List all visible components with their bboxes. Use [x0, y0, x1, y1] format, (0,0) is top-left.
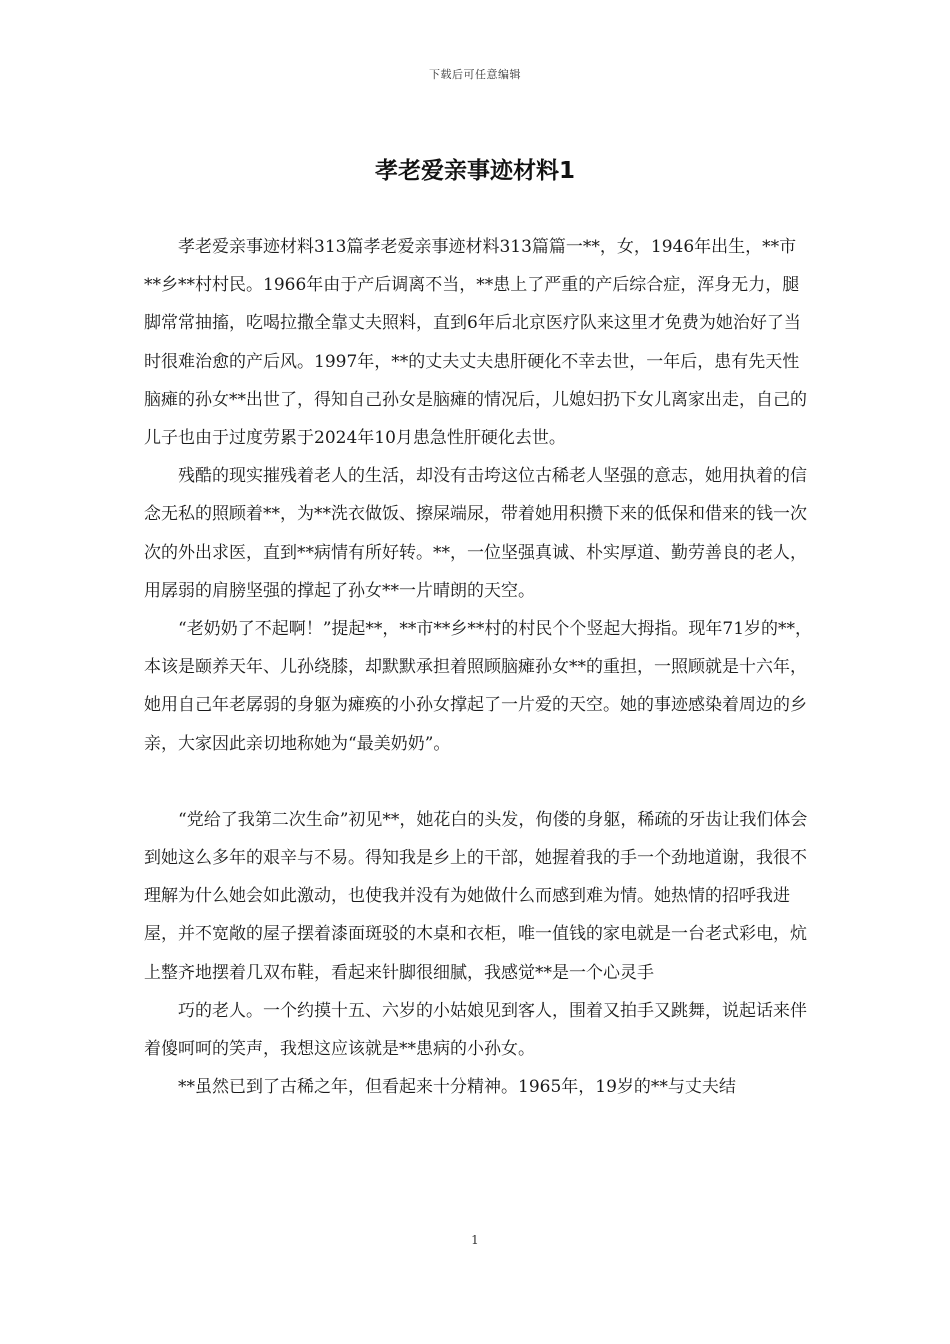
paragraph-1: 孝老爱亲事迹材料313篇孝老爱亲事迹材料313篇篇一**，女，1946年出生，**市**乡**村村民。1966年由于产后调离不当，**患上了严重的产后综合症，浑身无力，腿脚常常抽搐，吃喝拉撒全靠丈夫照料，直到6年后北京医疗队来这里才免费为她治好了当时很难治愈的产后风。1997年，**的丈夫丈夫患肝硬化不幸去世，一年后，患有先天性脑瘫的孙女**出世了，得知自己孙女是脑瘫的情况后，儿媳妇扔下女儿离家出走，自己的儿子也由于过度劳累于2024年10月患急性肝硬化去世。 — [144, 237, 807, 449]
paragraph-3: “老奶奶了不起啊！”提起**，**市**乡**村的村民个个竖起大拇指。现年71岁的**，本该是颐养天年、儿孙绕膝，却默默承担着照顾脑瘫孙女**的重担，一照顾就是十六年，她用自己年老孱弱的身躯为瘫痪的小孙女撑起了一片爱的天空。她的事迹感染着周边的乡亲，大家因此亲切地称她为“最美奶奶”。 — [144, 619, 813, 754]
document-title: 孝老爱亲事迹材料1 — [374, 158, 575, 184]
page-header: 下载后可任意编辑 — [429, 68, 521, 81]
paragraph-5: 巧的老人。一个约摸十五、六岁的小姑娘见到客人，围着又拍手又跳舞，说起话来伴着傻呵呵的笑声，我想这应该就是**患病的小孙女。 — [144, 1000, 807, 1060]
paragraph-6: **虽然已到了古稀之年，但看起来十分精神。1965年，19岁的**与丈夫结 — [178, 1077, 736, 1098]
page-number: 1 — [471, 1233, 479, 1247]
paragraph-4: “党给了我第二次生命”初见**，她花白的头发，佝偻的身躯，稀疏的牙齿让我们体会到她这么多年的艰辛与不易。得知我是乡上的干部，她握着我的手一个劲地道谢，我很不理解为什么她会如此激动，也使我并没有为她做什么而感到难为情。她热情的招呼我进屋，并不宽敞的屋子摆着漆面斑驳的木桌和衣柜，唯一值钱的家电就是一台老式彩电，炕上整齐地摆着几双布鞋，看起来针脚很细腻，我感觉**是一个心灵手 — [144, 809, 808, 983]
paragraph-2: 残酷的现实摧残着老人的生活，却没有击垮这位古稀老人坚强的意志，她用执着的信念无私的照顾着**，为**洗衣做饭、擦屎端尿，带着她用积攒下来的低保和借来的钱一次次的外出求医，直到**病情有所好转。**，一位坚强真诚、朴实厚道、勤劳善良的老人，用孱弱的肩膀坚强的撑起了孙女**一片晴朗的天空。 — [144, 466, 807, 601]
document-body — [144, 228, 812, 1106]
